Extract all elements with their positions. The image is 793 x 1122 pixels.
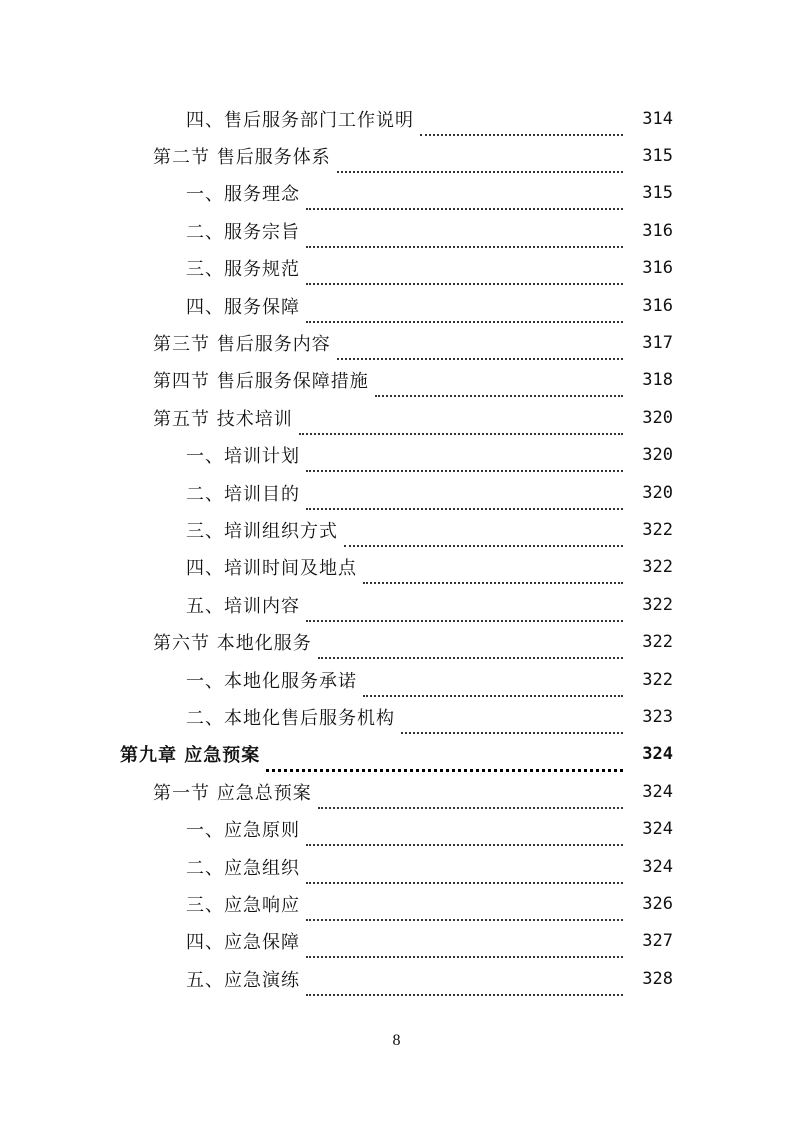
toc-entry-page: 328 — [642, 968, 673, 989]
toc-subsection-entry[interactable] — [0, 287, 793, 324]
toc-subsection-entry[interactable] — [0, 923, 793, 960]
toc-entry-title: 二、本地化售后服务机构 — [186, 707, 395, 729]
toc-entry-page: 318 — [642, 370, 673, 391]
dot-leader — [306, 448, 623, 472]
dot-leader — [306, 224, 623, 248]
toc-subsection-entry[interactable] — [0, 437, 793, 474]
dot-leader — [266, 747, 623, 772]
toc-entry-page: 320 — [642, 482, 673, 503]
toc-entry-page: 317 — [642, 333, 673, 354]
toc-entry-title: 二、应急组织 — [186, 857, 300, 879]
toc-entry-page: 326 — [642, 893, 673, 914]
toc-entry-page: 316 — [642, 295, 673, 316]
toc-section-entry[interactable] — [0, 362, 793, 399]
toc-entry-page: 322 — [642, 557, 673, 578]
toc-entry-title: 一、服务理念 — [186, 184, 300, 206]
dot-leader — [306, 897, 623, 921]
toc-entry-page: 324 — [642, 819, 673, 840]
toc-entry-page: 327 — [642, 931, 673, 952]
toc-entry-page: 316 — [642, 258, 673, 279]
dot-leader — [420, 112, 623, 136]
toc-entry-title: 二、培训目的 — [186, 483, 300, 505]
toc-entry-title: 三、应急响应 — [186, 894, 300, 916]
toc-entry-page: 320 — [642, 407, 673, 428]
dot-leader — [337, 336, 623, 360]
table-of-contents — [0, 100, 793, 997]
toc-entry-page: 324 — [642, 856, 673, 877]
toc-entry-page: 315 — [642, 183, 673, 204]
dot-leader — [306, 860, 623, 884]
dot-leader — [375, 373, 623, 397]
dot-leader — [401, 710, 623, 734]
toc-entry-title: 四、售后服务部门工作说明 — [186, 109, 414, 131]
toc-entry-title: 三、服务规范 — [186, 259, 300, 281]
toc-entry-page: 315 — [642, 146, 673, 167]
toc-section-entry[interactable] — [0, 399, 793, 436]
dot-leader — [363, 673, 623, 697]
dot-leader — [344, 523, 623, 547]
toc-entry-title: 四、培训时间及地点 — [186, 558, 357, 580]
dot-leader — [306, 186, 623, 210]
toc-entry-title: 五、应急演练 — [186, 969, 300, 991]
toc-subsection-entry[interactable] — [0, 549, 793, 586]
toc-entry-title: 五、培训内容 — [186, 595, 300, 617]
toc-entry-page: 322 — [642, 632, 673, 653]
toc-entry-title: 第四节 售后服务保障措施 — [153, 371, 369, 393]
toc-entry-page: 316 — [642, 220, 673, 241]
toc-subsection-entry[interactable] — [0, 511, 793, 548]
toc-entry-page: 322 — [642, 669, 673, 690]
toc-section-entry[interactable] — [0, 137, 793, 174]
toc-section-entry[interactable] — [0, 773, 793, 810]
toc-entry-title: 一、本地化服务承诺 — [186, 670, 357, 692]
toc-entry-title: 第五节 技术培训 — [153, 408, 293, 430]
toc-entry-title: 第一节 应急总预案 — [153, 782, 312, 804]
toc-entry-title: 一、培训计划 — [186, 446, 300, 468]
toc-subsection-entry[interactable] — [0, 250, 793, 287]
dot-leader — [363, 560, 623, 584]
toc-entry-page: 314 — [642, 108, 673, 129]
dot-leader — [306, 822, 623, 846]
toc-subsection-entry[interactable] — [0, 175, 793, 212]
dot-leader — [306, 972, 623, 996]
dot-leader — [306, 261, 623, 285]
toc-entry-page: 323 — [642, 706, 673, 727]
toc-entry-page: 322 — [642, 594, 673, 615]
dot-leader — [306, 598, 623, 622]
toc-entry-page: 324 — [642, 781, 673, 802]
dot-leader — [337, 149, 623, 173]
toc-entry-page: 324 — [642, 744, 673, 765]
toc-entry-title: 第九章 应急预案 — [120, 745, 261, 767]
dot-leader — [318, 635, 623, 659]
toc-chapter-entry[interactable] — [0, 736, 793, 773]
dot-leader — [306, 299, 623, 323]
toc-entry-title: 二、服务宗旨 — [186, 221, 300, 243]
toc-subsection-entry[interactable] — [0, 212, 793, 249]
dot-leader — [318, 785, 623, 809]
toc-section-entry[interactable] — [0, 324, 793, 361]
dot-leader — [306, 934, 623, 958]
toc-section-entry[interactable] — [0, 623, 793, 660]
toc-entry-title: 第三节 售后服务内容 — [153, 334, 331, 356]
toc-entry-title: 四、应急保障 — [186, 932, 300, 954]
toc-subsection-entry[interactable] — [0, 661, 793, 698]
toc-subsection-entry[interactable] — [0, 698, 793, 735]
toc-subsection-entry[interactable] — [0, 100, 793, 137]
toc-entry-title: 四、服务保障 — [186, 296, 300, 318]
toc-entry-title: 一、应急原则 — [186, 820, 300, 842]
toc-entry-title: 第二节 售后服务体系 — [153, 147, 331, 169]
toc-entry-title: 三、培训组织方式 — [186, 520, 338, 542]
page-number: 8 — [392, 1032, 401, 1049]
toc-subsection-entry[interactable] — [0, 474, 793, 511]
toc-entry-page: 320 — [642, 445, 673, 466]
toc-subsection-entry[interactable] — [0, 810, 793, 847]
toc-subsection-entry[interactable] — [0, 848, 793, 885]
toc-entry-title: 第六节 本地化服务 — [153, 633, 312, 655]
toc-subsection-entry[interactable] — [0, 586, 793, 623]
dot-leader — [306, 486, 623, 510]
toc-entry-page: 322 — [642, 519, 673, 540]
toc-subsection-entry[interactable] — [0, 960, 793, 997]
dot-leader — [299, 411, 623, 435]
toc-subsection-entry[interactable] — [0, 885, 793, 922]
